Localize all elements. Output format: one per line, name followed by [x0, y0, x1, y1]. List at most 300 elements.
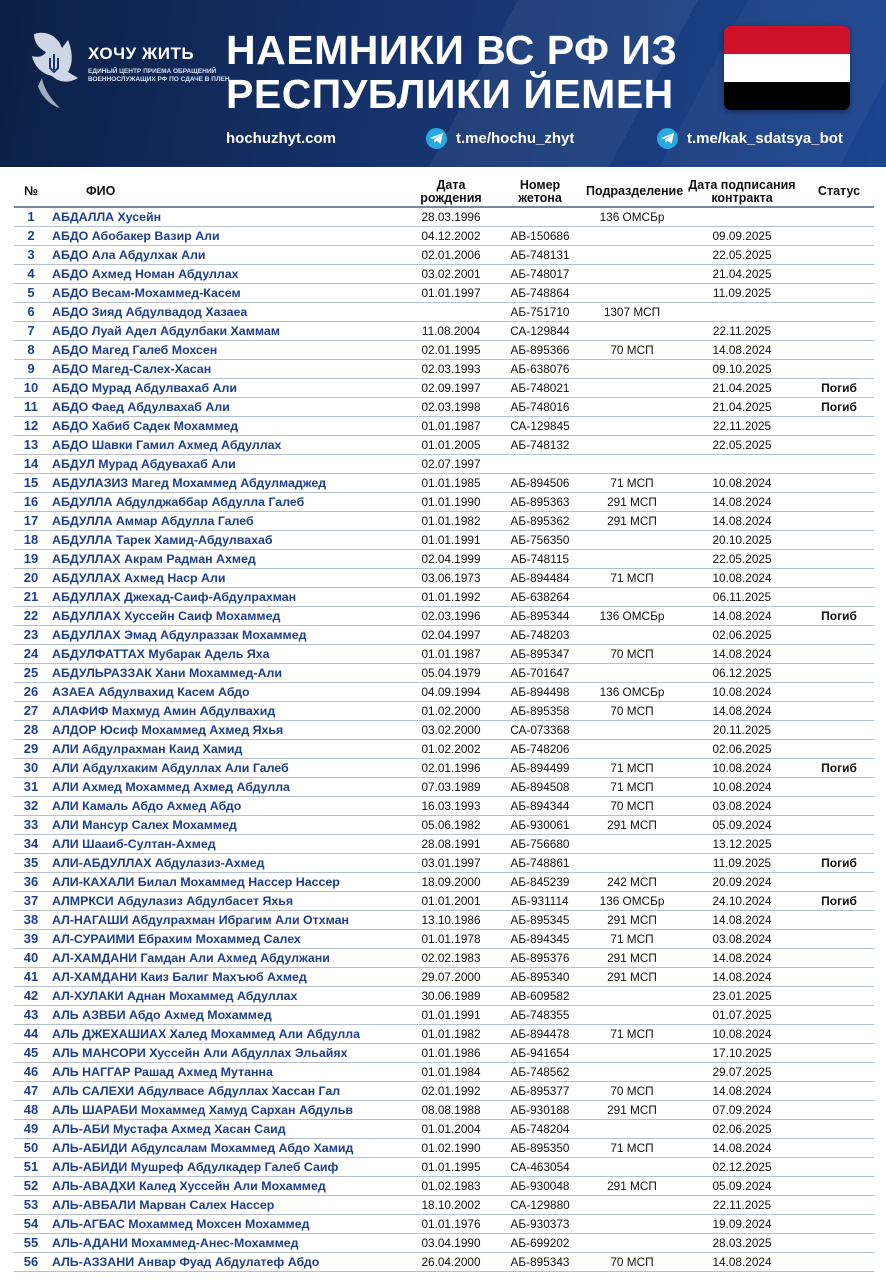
table-row — [14, 1082, 874, 1101]
contact-links — [0, 126, 886, 150]
birth-date: 04.09.1994 — [406, 683, 496, 702]
contract-date: 10.08.2024 — [680, 759, 804, 778]
unit: 291 МСП — [584, 493, 680, 512]
person-name: АЛЬ НАГГАР Рашад Ахмед Мутанна — [48, 1063, 406, 1082]
birth-date: 01.01.1982 — [406, 1025, 496, 1044]
row-number: 16 — [14, 493, 48, 512]
birth-date: 02.04.1999 — [406, 550, 496, 569]
token-number: АБ-699202 — [496, 1234, 584, 1253]
contract-date: 10.08.2024 — [680, 569, 804, 588]
status — [804, 493, 874, 512]
table-row — [14, 949, 874, 968]
status — [804, 474, 874, 493]
row-number: 4 — [14, 265, 48, 284]
row-number: 50 — [14, 1139, 48, 1158]
person-name: АЛ-НАГАШИ Абдулрахман Ибрагим Али Отхман — [48, 911, 406, 930]
person-name: АЛИ Мансур Салех Мохаммед — [48, 816, 406, 835]
contract-date: 29.07.2025 — [680, 1063, 804, 1082]
token-number: АБ-930061 — [496, 816, 584, 835]
row-number: 5 — [14, 284, 48, 303]
unit: 291 МСП — [584, 512, 680, 531]
table-row — [14, 1063, 874, 1082]
birth-date: 01.01.1978 — [406, 930, 496, 949]
person-name: АЛЬ МАНСОРИ Хуссейн Али Абдуллах Эльайях — [48, 1044, 406, 1063]
logo — [28, 26, 230, 126]
person-name: АЛ-ХАМДАНИ Гамдан Али Ахмед Абдулжани — [48, 949, 406, 968]
table-row — [14, 1044, 874, 1063]
person-name: АЛЬ-АБИ Мустафа Ахмед Хасан Саид — [48, 1120, 406, 1139]
unit — [584, 379, 680, 398]
unit: 136 ОМСБр — [584, 683, 680, 702]
table-row — [14, 1006, 874, 1025]
table-row — [14, 664, 874, 683]
status — [804, 569, 874, 588]
telegram-icon — [426, 128, 447, 149]
row-number: 7 — [14, 322, 48, 341]
token-number: АБ-748131 — [496, 246, 584, 265]
website-link[interactable]: hochuzhyt.com — [226, 129, 337, 147]
table-row — [14, 1120, 874, 1139]
table-row — [14, 550, 874, 569]
birth-date: 03.06.1973 — [406, 569, 496, 588]
contract-date: 10.08.2024 — [680, 778, 804, 797]
birth-date: 13.10.1986 — [406, 911, 496, 930]
birth-date: 05.06.1982 — [406, 816, 496, 835]
telegram-link-2[interactable] — [657, 126, 843, 150]
token-number: АБ-895345 — [496, 911, 584, 930]
row-number: 35 — [14, 854, 48, 873]
contract-date: 10.08.2024 — [680, 1025, 804, 1044]
unit — [584, 284, 680, 303]
token-number — [496, 455, 584, 474]
person-name: АЛИ Абдулхаким Абдуллах Али Галеб — [48, 759, 406, 778]
logo-subtitle: ЕДИНЫЙ ЦЕНТР ПРИЕМА ОБРАЩЕНИЙ ВОЕННОСЛУЖАЩИХ РФ ПО СДАЧЕ В ПЛЕН — [88, 68, 230, 83]
birth-date: 01.01.2001 — [406, 892, 496, 911]
contract-date: 11.09.2025 — [680, 854, 804, 873]
birth-date: 02.02.1983 — [406, 949, 496, 968]
person-name: АБДО Ала Абдулхак Али — [48, 246, 406, 265]
unit: 136 ОМСБр — [584, 892, 680, 911]
row-number: 8 — [14, 341, 48, 360]
table-row — [14, 759, 874, 778]
table-row — [14, 474, 874, 493]
unit — [584, 721, 680, 740]
table-row — [14, 740, 874, 759]
unit: 291 МСП — [584, 816, 680, 835]
unit — [584, 835, 680, 854]
birth-date: 02.03.1996 — [406, 607, 496, 626]
row-number: 37 — [14, 892, 48, 911]
token-number: АБ-701647 — [496, 664, 584, 683]
status — [804, 911, 874, 930]
row-number: 46 — [14, 1063, 48, 1082]
birth-date: 02.01.2006 — [406, 246, 496, 265]
token-number: АБ-748115 — [496, 550, 584, 569]
token-number: АБ-931114 — [496, 892, 584, 911]
birth-date: 02.01.1992 — [406, 1082, 496, 1101]
birth-date: 30.06.1989 — [406, 987, 496, 1006]
unit — [584, 1196, 680, 1215]
status — [804, 778, 874, 797]
page-title: НАЕМНИКИ ВС РФ ИЗ РЕСПУБЛИКИ ЙЕМЕН — [226, 27, 678, 117]
person-name: АБДО Абобакер Вазир Али — [48, 227, 406, 246]
unit — [584, 550, 680, 569]
birth-date: 01.01.1992 — [406, 588, 496, 607]
contract-date: 21.04.2025 — [680, 398, 804, 417]
status — [804, 930, 874, 949]
table-row — [14, 721, 874, 740]
birth-date: 01.01.2005 — [406, 436, 496, 455]
token-number: АБ-894345 — [496, 930, 584, 949]
unit — [584, 436, 680, 455]
unit: 71 МСП — [584, 930, 680, 949]
birth-date: 01.01.1995 — [406, 1158, 496, 1177]
token-number: АБ-930373 — [496, 1215, 584, 1234]
status — [804, 816, 874, 835]
person-name: АБДУЛЛАХ Эмад Абдулраззак Мохаммед — [48, 626, 406, 645]
birth-date — [406, 303, 496, 322]
status — [804, 645, 874, 664]
token-number: АБ-845239 — [496, 873, 584, 892]
column-header-contract-date: Дата подписания контракта — [680, 177, 804, 207]
row-number: 41 — [14, 968, 48, 987]
token-number: АБ-895344 — [496, 607, 584, 626]
table-row — [14, 569, 874, 588]
person-name: АБДУЛЛА Абдулджаббар Абдулла Галеб — [48, 493, 406, 512]
contract-date: 13.12.2025 — [680, 835, 804, 854]
unit — [584, 531, 680, 550]
table-row — [14, 873, 874, 892]
unit — [584, 1158, 680, 1177]
unit: 70 МСП — [584, 645, 680, 664]
person-name: АЛИ-КАХАЛИ Билал Мохаммед Нассер Нассер — [48, 873, 406, 892]
unit: 136 ОМСБр — [584, 207, 680, 227]
person-name: АЛИ Камаль Абдо Ахмед Абдо — [48, 797, 406, 816]
table-row — [14, 645, 874, 664]
person-name: АБДУЛЛАХ Акрам Радман Ахмед — [48, 550, 406, 569]
row-number: 14 — [14, 455, 48, 474]
person-name: АЛИ Ахмед Мохаммед Ахмед Абдулла — [48, 778, 406, 797]
contract-date: 22.05.2025 — [680, 436, 804, 455]
row-number: 43 — [14, 1006, 48, 1025]
contract-date: 11.09.2025 — [680, 284, 804, 303]
contract-date: 14.08.2024 — [680, 1253, 804, 1272]
table-row — [14, 436, 874, 455]
contract-date: 03.08.2024 — [680, 930, 804, 949]
status — [804, 550, 874, 569]
table-row — [14, 227, 874, 246]
birth-date: 01.01.1990 — [406, 493, 496, 512]
row-number: 12 — [14, 417, 48, 436]
birth-date: 07.03.1989 — [406, 778, 496, 797]
contract-date: 14.08.2024 — [680, 911, 804, 930]
person-name: АЛ-ХАМДАНИ Каиз Балиг Махъюб Ахмед — [48, 968, 406, 987]
person-name: АЛДОР Юсиф Мохаммед Ахмед Яхья — [48, 721, 406, 740]
row-number: 53 — [14, 1196, 48, 1215]
table-row — [14, 1234, 874, 1253]
telegram-link-2-text: t.me/kak_sdatsya_bot — [687, 129, 843, 147]
birth-date: 08.08.1988 — [406, 1101, 496, 1120]
person-name: АБДО Луай Адел Абдулбаки Хаммам — [48, 322, 406, 341]
column-header-token: Номер жетона — [496, 177, 584, 207]
row-number: 51 — [14, 1158, 48, 1177]
row-number: 44 — [14, 1025, 48, 1044]
token-number: АБ-748864 — [496, 284, 584, 303]
telegram-icon — [657, 128, 678, 149]
token-number: АБ-894484 — [496, 569, 584, 588]
token-number: СА-073368 — [496, 721, 584, 740]
token-number: АБ-895347 — [496, 645, 584, 664]
row-number: 9 — [14, 360, 48, 379]
unit: 71 МСП — [584, 474, 680, 493]
row-number: 17 — [14, 512, 48, 531]
status: Погиб — [804, 854, 874, 873]
contract-date: 20.09.2024 — [680, 873, 804, 892]
birth-date: 01.01.1985 — [406, 474, 496, 493]
table-row — [14, 265, 874, 284]
table-row — [14, 1253, 874, 1272]
birth-date: 02.01.1995 — [406, 341, 496, 360]
token-number: АБ-894478 — [496, 1025, 584, 1044]
row-number: 22 — [14, 607, 48, 626]
birth-date: 01.01.1984 — [406, 1063, 496, 1082]
contract-date: 14.08.2024 — [680, 607, 804, 626]
birth-date: 01.01.1987 — [406, 417, 496, 436]
token-number: АБ-930048 — [496, 1177, 584, 1196]
birth-date: 04.12.2002 — [406, 227, 496, 246]
contract-date: 24.10.2024 — [680, 892, 804, 911]
token-number: АБ-748017 — [496, 265, 584, 284]
table-row — [14, 398, 874, 417]
person-name: АБДО Весам-Мохаммед-Касем — [48, 284, 406, 303]
token-number: АБ-941654 — [496, 1044, 584, 1063]
person-name: АБДУЛЛА Тарек Хамид-Абдулвахаб — [48, 531, 406, 550]
person-name: АБДО Шавки Гамил Ахмед Абдуллах — [48, 436, 406, 455]
unit — [584, 1044, 680, 1063]
status: Погиб — [804, 759, 874, 778]
header-banner — [0, 0, 886, 167]
birth-date: 11.08.2004 — [406, 322, 496, 341]
birth-date: 01.02.1990 — [406, 1139, 496, 1158]
unit: 291 МСП — [584, 1101, 680, 1120]
table-row — [14, 607, 874, 626]
token-number: АБ-895377 — [496, 1082, 584, 1101]
token-number: АБ-895358 — [496, 702, 584, 721]
status — [804, 1177, 874, 1196]
table-row — [14, 683, 874, 702]
unit: 242 МСП — [584, 873, 680, 892]
status — [804, 512, 874, 531]
table-row — [14, 207, 874, 227]
contract-date: 05.09.2024 — [680, 1177, 804, 1196]
table-row — [14, 892, 874, 911]
row-number: 49 — [14, 1120, 48, 1139]
row-number: 3 — [14, 246, 48, 265]
row-number: 34 — [14, 835, 48, 854]
token-number: АБ-748206 — [496, 740, 584, 759]
token-number: АБ-756680 — [496, 835, 584, 854]
token-number: АБ-638264 — [496, 588, 584, 607]
token-number: АБ-748016 — [496, 398, 584, 417]
row-number: 45 — [14, 1044, 48, 1063]
contract-date: 21.04.2025 — [680, 379, 804, 398]
status — [804, 1101, 874, 1120]
birth-date: 01.01.1976 — [406, 1215, 496, 1234]
unit: 70 МСП — [584, 702, 680, 721]
row-number: 42 — [14, 987, 48, 1006]
birth-date: 02.01.1996 — [406, 759, 496, 778]
status — [804, 873, 874, 892]
unit — [584, 1120, 680, 1139]
unit — [584, 1234, 680, 1253]
status — [804, 683, 874, 702]
status — [804, 265, 874, 284]
status — [804, 1196, 874, 1215]
unit: 71 МСП — [584, 569, 680, 588]
token-number: АБ-895350 — [496, 1139, 584, 1158]
table-row — [14, 702, 874, 721]
column-header-unit: Подразделение — [584, 177, 680, 207]
contract-date: 14.08.2024 — [680, 645, 804, 664]
logo-title: ХОЧУ ЖИТЬ — [88, 44, 195, 63]
row-number: 25 — [14, 664, 48, 683]
person-name: АБДУЛЛАХ Хуссейн Саиф Мохаммед — [48, 607, 406, 626]
contract-date: 14.08.2024 — [680, 968, 804, 987]
table-row — [14, 1215, 874, 1234]
contract-date: 06.12.2025 — [680, 664, 804, 683]
row-number: 10 — [14, 379, 48, 398]
person-name: АЛМРКСИ Абдулазиз Абдулбасет Яхья — [48, 892, 406, 911]
token-number: АБ-895366 — [496, 341, 584, 360]
flag-stripe-black — [724, 82, 850, 110]
status — [804, 360, 874, 379]
status — [804, 284, 874, 303]
dove-trident-icon — [28, 26, 86, 112]
contract-date: 20.11.2025 — [680, 721, 804, 740]
status — [804, 740, 874, 759]
row-number: 11 — [14, 398, 48, 417]
status — [804, 531, 874, 550]
telegram-link-1[interactable] — [426, 126, 574, 150]
unit: 70 МСП — [584, 1082, 680, 1101]
person-name: АБДУЛЛА Аммар Абдулла Галеб — [48, 512, 406, 531]
flag-stripe-red — [724, 26, 850, 54]
table-row — [14, 987, 874, 1006]
unit: 291 МСП — [584, 949, 680, 968]
row-number: 24 — [14, 645, 48, 664]
status — [804, 1044, 874, 1063]
contract-date: 19.09.2024 — [680, 1215, 804, 1234]
status — [804, 949, 874, 968]
person-name: АБДО Мурад Абдулвахаб Али — [48, 379, 406, 398]
token-number: СА-129880 — [496, 1196, 584, 1215]
birth-date: 03.02.2000 — [406, 721, 496, 740]
telegram-link-1-text: t.me/hochu_zhyt — [456, 129, 575, 147]
token-number: АБ-748203 — [496, 626, 584, 645]
status — [804, 341, 874, 360]
person-name: АЛ-СУРАИМИ Ебрахим Мохаммед Салех — [48, 930, 406, 949]
birth-date: 01.01.1986 — [406, 1044, 496, 1063]
row-number: 32 — [14, 797, 48, 816]
contract-date: 17.10.2025 — [680, 1044, 804, 1063]
token-number: АВ-609582 — [496, 987, 584, 1006]
table-row — [14, 284, 874, 303]
person-name: АБДУЛЛАХ Ахмед Наср Али — [48, 569, 406, 588]
table-row — [14, 797, 874, 816]
table-body — [14, 207, 874, 1272]
status: Погиб — [804, 892, 874, 911]
birth-date: 01.01.1991 — [406, 531, 496, 550]
person-name: АЛИ Шааиб-Султан-Ахмед — [48, 835, 406, 854]
birth-date: 01.02.2002 — [406, 740, 496, 759]
row-number: 2 — [14, 227, 48, 246]
token-number: АБ-895343 — [496, 1253, 584, 1272]
birth-date: 02.09.1997 — [406, 379, 496, 398]
status — [804, 1006, 874, 1025]
person-name: АЛИ-АБДУЛЛАХ Абдулазиз-Ахмед — [48, 854, 406, 873]
contract-date — [680, 455, 804, 474]
contract-date: 14.08.2024 — [680, 341, 804, 360]
yemen-flag — [724, 26, 850, 110]
status — [804, 1234, 874, 1253]
person-name: АБДО Зияд Абдулвадод Хазаеа — [48, 303, 406, 322]
flag-stripe-white — [724, 54, 850, 82]
status — [804, 417, 874, 436]
birth-date: 18.09.2000 — [406, 873, 496, 892]
row-number: 27 — [14, 702, 48, 721]
contract-date: 14.08.2024 — [680, 493, 804, 512]
token-number: АБ-894344 — [496, 797, 584, 816]
table-row — [14, 1025, 874, 1044]
unit — [584, 322, 680, 341]
row-number: 23 — [14, 626, 48, 645]
unit: 70 МСП — [584, 797, 680, 816]
table-header-row — [14, 177, 874, 207]
person-name: АБДУЛФАТТАХ Мубарак Адель Яха — [48, 645, 406, 664]
status — [804, 797, 874, 816]
row-number: 48 — [14, 1101, 48, 1120]
person-name: АБДАЛЛА Хусейн — [48, 207, 406, 227]
row-number: 1 — [14, 207, 48, 227]
contract-date: 01.07.2025 — [680, 1006, 804, 1025]
status — [804, 721, 874, 740]
unit — [584, 854, 680, 873]
row-number: 21 — [14, 588, 48, 607]
status — [804, 987, 874, 1006]
row-number: 18 — [14, 531, 48, 550]
token-number: АБ-748355 — [496, 1006, 584, 1025]
token-number: СА-463054 — [496, 1158, 584, 1177]
status: Погиб — [804, 379, 874, 398]
contract-date: 02.06.2025 — [680, 626, 804, 645]
contract-date: 21.04.2025 — [680, 265, 804, 284]
status — [804, 436, 874, 455]
status — [804, 588, 874, 607]
birth-date: 02.04.1997 — [406, 626, 496, 645]
table-row — [14, 778, 874, 797]
birth-date: 01.01.1997 — [406, 284, 496, 303]
birth-date: 01.01.1991 — [406, 1006, 496, 1025]
person-name: АЛЬ АЗВБИ Абдо Ахмед Мохаммед — [48, 1006, 406, 1025]
birth-date: 01.02.1983 — [406, 1177, 496, 1196]
contract-date: 10.08.2024 — [680, 474, 804, 493]
person-name: АЛ-ХУЛАКИ Аднан Мохаммед Абдуллах — [48, 987, 406, 1006]
token-number: АБ-756350 — [496, 531, 584, 550]
token-number: АБ-748132 — [496, 436, 584, 455]
status — [804, 322, 874, 341]
contract-date: 07.09.2024 — [680, 1101, 804, 1120]
unit: 70 МСП — [584, 1253, 680, 1272]
